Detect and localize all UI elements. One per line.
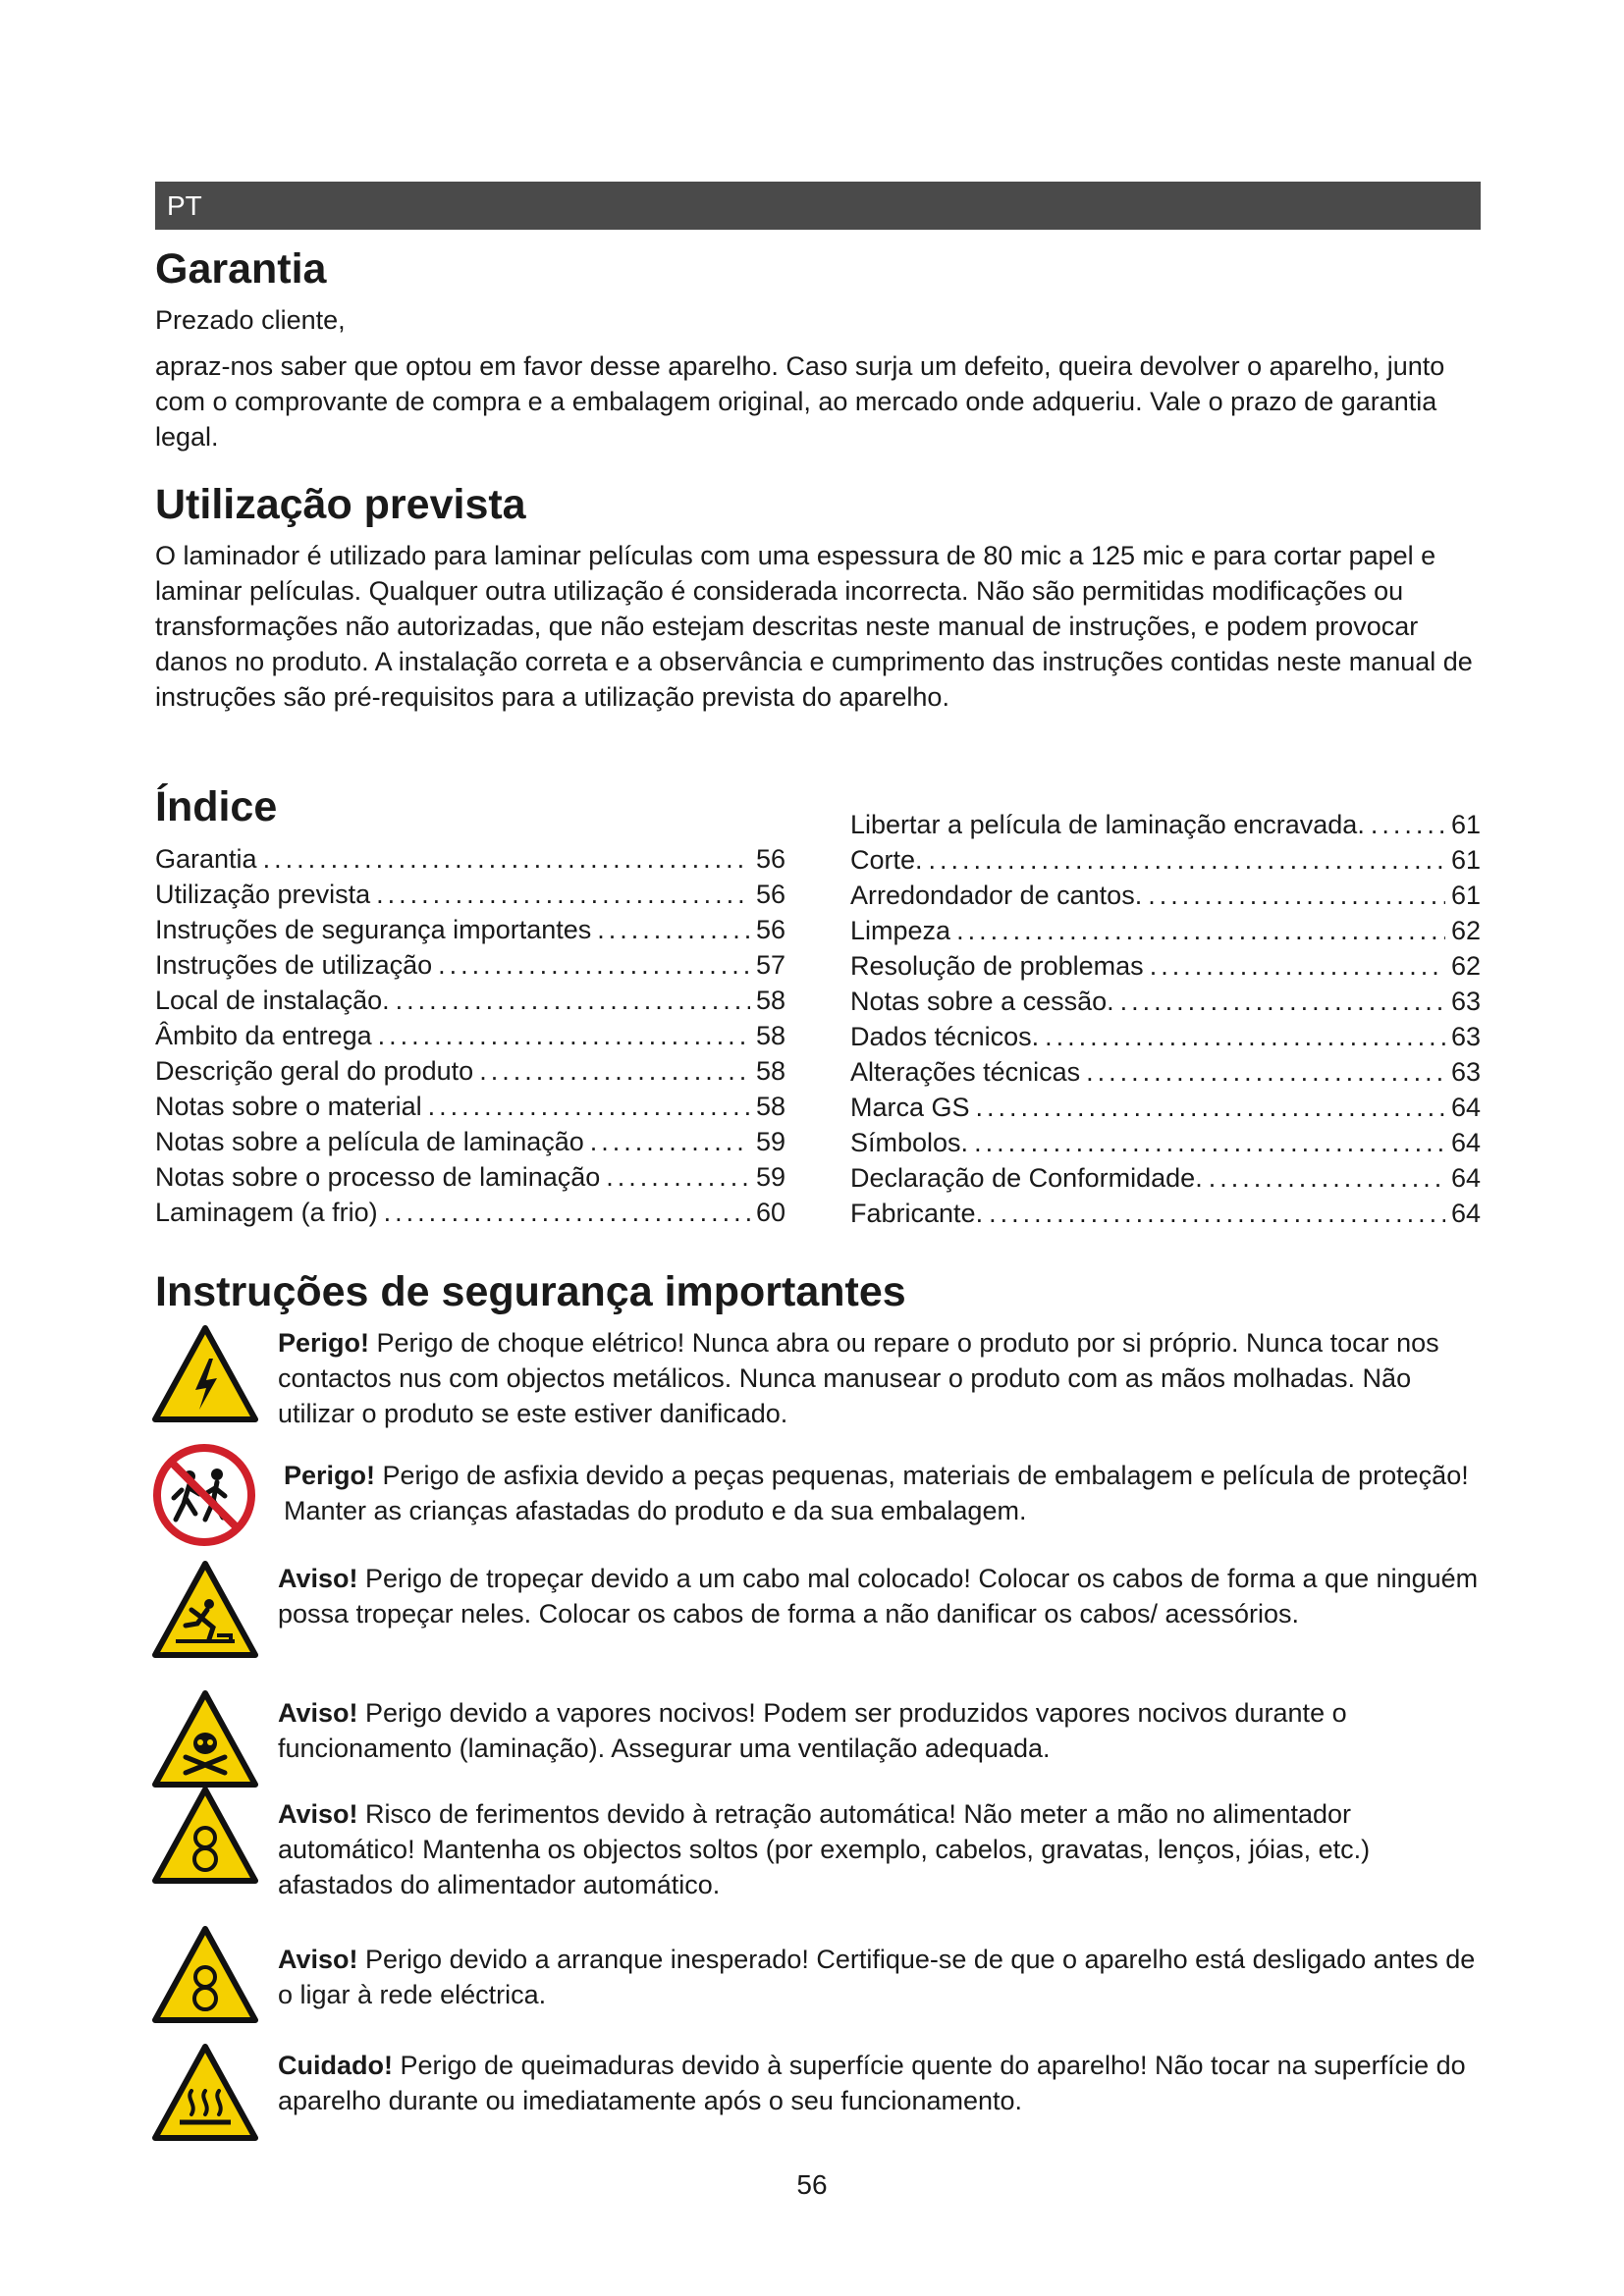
index-entry-title: Utilização prevista (155, 880, 371, 909)
index-entry-page: 64 (1450, 1128, 1481, 1157)
index-entry-page: 57 (755, 950, 785, 980)
index-entry-title: Garantia (155, 844, 257, 874)
intended-use-body: O laminador é utilizado para laminar películas com uma espessura de 80 mic a 125 mic e para cortar papel e laminar películas. Qualquer outra utilização é considerada incorrecta. Não são permitidas modificações ou transformações não autorizadas, que não estejam descritas neste manual de instruções, e podem provocar danos no produto. A instalação correta e a observância e cumprimento das instruções contidas neste manual de instruções são pré-requisitos para a utilização prevista do aparelho. (155, 541, 1473, 712)
safety-heading: Instruções de segurança importantes (155, 1268, 906, 1315)
index-leader-dots (1148, 878, 1445, 913)
index-leader-dots (974, 1125, 1445, 1160)
roller-entrapment-icon (152, 1787, 258, 1893)
index-entry (155, 1018, 785, 1053)
index-entry-page: 63 (1450, 1022, 1481, 1051)
warranty-heading: Garantia (155, 245, 327, 293)
index-leader-dots (956, 913, 1445, 948)
index-entry-page: 62 (1450, 916, 1481, 945)
index-entry-page: 63 (1450, 987, 1481, 1016)
index-entry-title: Instruções de utilização (155, 950, 433, 980)
index-entry-page: 58 (755, 986, 785, 1015)
index-leader-dots (378, 1018, 750, 1053)
index-entry-page: 64 (1450, 1199, 1481, 1228)
index-entry (155, 1159, 785, 1195)
index-entry-title: Alterações técnicas (850, 1057, 1081, 1087)
index-entry-page: 63 (1450, 1057, 1481, 1087)
index-entry-page: 64 (1450, 1093, 1481, 1122)
index-entry (155, 912, 785, 947)
index-entry-page: 56 (755, 915, 785, 944)
index-leader-dots (384, 1195, 750, 1230)
index-entry (155, 1124, 785, 1159)
index-leader-dots (606, 1159, 750, 1195)
warning-roller-entrapment: Aviso! Risco de ferimentos devido à retração automática! Não meter a mão no alimentador automático! Mantenha os objectos soltos (por exemplo, cabelos, gravatas, lenços, jóias, etc.) afastados do alimentador automático. (278, 1799, 1371, 1899)
index-entry-page: 60 (755, 1198, 785, 1227)
index-leader-dots (1371, 807, 1445, 842)
index-entry-title: Libertar a película de laminação encravada. (850, 810, 1365, 839)
language-bar (155, 182, 1481, 230)
index-entry-page: 64 (1450, 1163, 1481, 1193)
trip-hazard-icon (152, 1561, 258, 1667)
index-entry (850, 948, 1481, 984)
index-entry-title: Dados técnicos. (850, 1022, 1040, 1051)
index-entry (155, 877, 785, 912)
index-entry (155, 1053, 785, 1089)
index-entry (850, 842, 1481, 878)
page-number: 56 (796, 2169, 828, 2200)
index-entry-page: 58 (755, 1056, 785, 1086)
index-leader-dots (590, 1124, 750, 1159)
index-leader-dots (929, 842, 1445, 878)
index-entry (850, 984, 1481, 1019)
index-leader-dots (1045, 1019, 1445, 1054)
index-entry (850, 1054, 1481, 1090)
warranty-greeting: Prezado cliente, (155, 305, 346, 335)
index-entry-title: Notas sobre a película de laminação (155, 1127, 584, 1156)
index-entry-page: 56 (755, 844, 785, 874)
index-entry (850, 1019, 1481, 1054)
index-leader-dots (438, 947, 750, 983)
index-entry (850, 1160, 1481, 1196)
index-entry (155, 1195, 785, 1230)
index-entry-title: Notas sobre o processo de laminação (155, 1162, 601, 1192)
index-leader-dots (989, 1196, 1445, 1231)
index-entry-title: Descrição geral do produto (155, 1056, 474, 1086)
index-entry-title: Notas sobre o material (155, 1092, 422, 1121)
index-entry-title: Fabricante. (850, 1199, 984, 1228)
index-entry-page: 58 (755, 1092, 785, 1121)
index-entry-page: 56 (755, 880, 785, 909)
index-entry (850, 1196, 1481, 1231)
index-entry-title: Resolução de problemas (850, 951, 1144, 981)
index-entry-page: 61 (1450, 845, 1481, 875)
index-leader-dots (1209, 1160, 1445, 1196)
index-heading: Índice (155, 783, 278, 830)
index-entry (850, 878, 1481, 913)
index-leader-dots (597, 912, 750, 947)
index-leader-dots (1150, 948, 1445, 984)
index-leader-dots (479, 1053, 750, 1089)
index-entry (155, 841, 785, 877)
warning-trip-hazard: Aviso! Perigo de tropeçar devido a um cabo mal colocado! Colocar os cabos de forma a que ninguém possa tropeçar neles. Colocar os cabos de forma a não danificar os cabos/ acessórios. (278, 1564, 1479, 1629)
unexpected-start-icon (152, 1926, 258, 2032)
language-tag: PT (167, 190, 202, 221)
index-entry-title: Local de instalação. (155, 986, 390, 1015)
index-entry-title: Âmbito da entrega (155, 1021, 372, 1050)
index-leader-dots (976, 1090, 1445, 1125)
index-entry-title: Arredondador de cantos. (850, 881, 1143, 910)
index-entry (850, 1125, 1481, 1160)
index-entry-title: Limpeza (850, 916, 951, 945)
intended-use-heading: Utilização prevista (155, 481, 526, 528)
index-entry-page: 61 (1450, 881, 1481, 910)
index-entry (155, 983, 785, 1018)
index-leader-dots (428, 1089, 750, 1124)
index-entry-title: Símbolos. (850, 1128, 969, 1157)
warning-hot-surface: Cuidado! Perigo de queimaduras devido à superfície quente do aparelho! Não tocar na superfície do aparelho durante ou imediatamente após o seu funcionamento. (278, 2051, 1466, 2115)
index-leader-dots (263, 841, 750, 877)
index-leader-dots (396, 983, 750, 1018)
index-entry (850, 807, 1481, 842)
index-entry (155, 947, 785, 983)
index-left-column (155, 841, 785, 1230)
hot-surface-icon (152, 2044, 258, 2150)
electric-shock-icon (152, 1325, 258, 1431)
index-entry-page: 59 (755, 1127, 785, 1156)
index-entry-page: 61 (1450, 810, 1481, 839)
index-entry-title: Corte. (850, 845, 923, 875)
index-entry-title: Marca GS (850, 1093, 970, 1122)
warning-electric-shock: Perigo! Perigo de choque elétrico! Nunca abra ou repare o produto por si próprio. Nunca tocar nos contactos nus com objectos metálicos. Nunca manusear o produto com as mãos molhadas. Não utilizar o produto se este estiver danificado. (278, 1328, 1439, 1428)
index-entry-title: Laminagem (a frio) (155, 1198, 378, 1227)
index-entry-title: Instruções de segurança importantes (155, 915, 592, 944)
index-entry-title: Notas sobre a cessão. (850, 987, 1114, 1016)
index-leader-dots (1086, 1054, 1445, 1090)
warning-unexpected-start: Aviso! Perigo devido a arranque inesperado! Certifique-se de que o aparelho está desligado antes de o ligar à rede eléctrica. (278, 1945, 1476, 2009)
index-entry-page: 59 (755, 1162, 785, 1192)
warning-no-children: Perigo! Perigo de asfixia devido a peças pequenas, materiais de embalagem e película de proteção! Manter as crianças afastadas do produto e da sua embalagem. (284, 1461, 1469, 1525)
index-right-column (850, 807, 1481, 1231)
index-entry (850, 1090, 1481, 1125)
toxic-vapor-icon (152, 1690, 258, 1796)
index-entry-page: 62 (1450, 951, 1481, 981)
index-entry (155, 1089, 785, 1124)
index-leader-dots (376, 877, 750, 912)
index-entry-page: 58 (755, 1021, 785, 1050)
warning-toxic-vapor: Aviso! Perigo devido a vapores nocivos! Podem ser produzidos vapores nocivos durante o funcionamento (laminação). Assegurar uma ventilação adequada. (278, 1698, 1347, 1763)
index-entry-title: Declaração de Conformidade. (850, 1163, 1203, 1193)
index-leader-dots (1120, 984, 1445, 1019)
no-children-icon (152, 1443, 258, 1549)
warranty-body: apraz-nos saber que optou em favor desse aparelho. Caso surja um defeito, queira devolver o aparelho, junto com o comprovante de compra e a embalagem original, ao mercado onde adqueriu. Vale o prazo de garantia legal. (155, 351, 1445, 452)
index-entry (850, 913, 1481, 948)
